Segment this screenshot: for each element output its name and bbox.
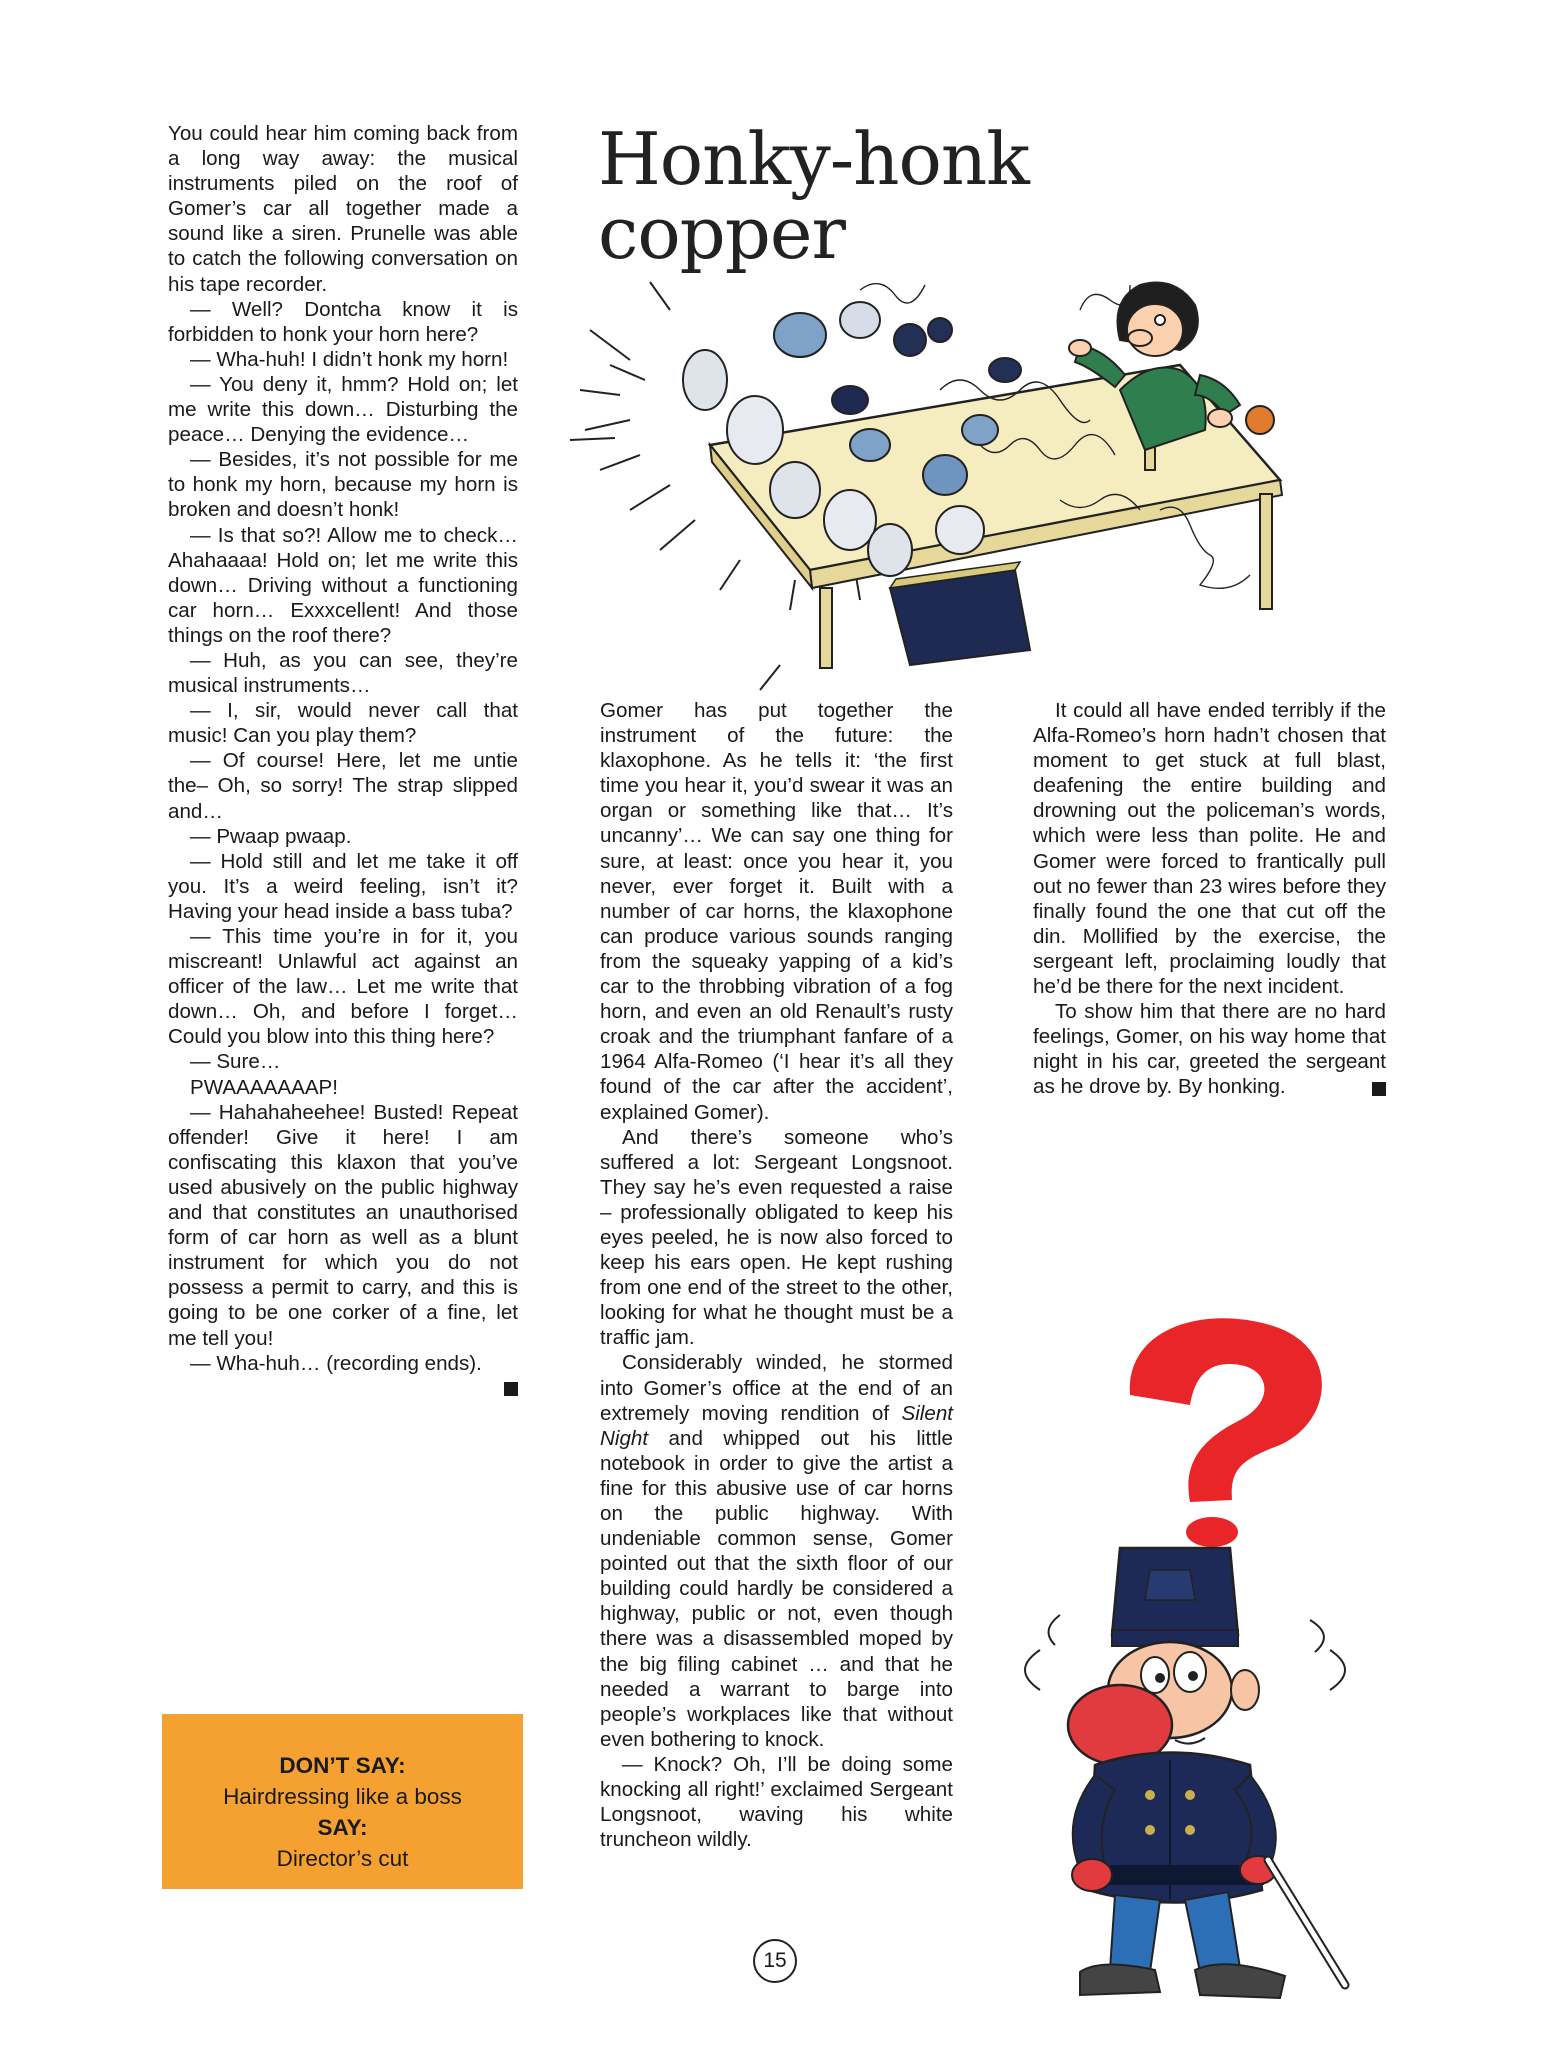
klaxophone-illustration [560,270,1370,700]
page-number: 15 [753,1939,797,1983]
paragraph: It could all have ended terribly if the Alfa-Romeo’s horn hadn’t chosen that moment to get stuck at full blast, deafening the entire building and drowning out the policeman’s words, which were less than polite. He and Gomer were forced to frantically pull out no fewer than 23 wires before they finally found the one that cut off the din. Mollified by the exercise, the sergeant left, proclaiming loudly that he’d be there for the next incident. [1033,699,1386,999]
question-mark-icon [1120,1310,1340,1550]
end-mark [504,1382,518,1396]
article-title [598,117,1029,275]
dont-say-text: Hairdressing like a boss [223,1784,462,1809]
paragraph: — Knock? Oh, I’ll be doing some knocking all right!’ exclaimed Sergeant Longsnoot, waving his white truncheon wildly. [600,1752,953,1852]
paragraph: — Huh, as you can see, they’re musical instruments… [168,648,518,698]
paragraph: — Wha-huh! I didn’t honk my horn! [190,347,509,371]
paragraph: — Is that so?! Allow me to check… Ahahaaaa! Hold on; let me write this down… Driving without a functioning car horn… Exxxcellent! And those things on the roof there? [168,523,518,647]
say-text: Director’s cut [276,1846,409,1871]
paragraph: — Besides, it’s not possible for me to honk my horn, because my horn is broken and doesn’t honk! [168,448,518,522]
title-line-1: Honky-honk [598,117,1029,201]
text-run: and whipped out his little notebook in order to give the artist a fine for this abusive use of car horns on the public highway. With undeniable common sense, Gomer pointed out that the sixth floor of our building could hardly be considered a highway, public or not, even though there was a disassembled moped by the big filing cabinet … and that he needed a warrant to barge into people’s workplaces like that without even bothering to knock. [600,1426,953,1751]
title-line-2: copper [598,191,845,275]
paragraph: — Hahahaheehee! Busted! Repeat offender! Give it here! I am confiscating this klaxon that you’ve used abusively on the public highway and that constitutes an unauthorised form of car horn as well as a blunt instrument for which you do not possess a permit to carry, and this is going to be one corker of a fine, let me tell you! [168,1100,518,1350]
policeman-illustration [1000,1540,1380,2040]
paragraph: — Pwaap pwaap. [190,824,352,848]
paragraph: — You deny it, hmm? Hold on; let me write this down… Disturbing the peace… Denying the evidence… [168,372,518,447]
column-left [168,121,518,1401]
paragraph: PWAAAAAAAP! [190,1075,339,1099]
column-right [1033,698,1386,1100]
text-run: Considerably winded, he stormed into Gomer’s office at the end of an extremely moving rendition of [600,1351,953,1425]
paragraph: Gomer has put together the instrument of the future: the klaxophone. As he tells it: ‘the first time you hear it, you’d swear it was an organ or something like that… It’s uncanny’… We can say one thing for sure, at least: once you hear it, you never, ever forget it. Built with a number of car horns, the klaxophone can produce various sounds ranging from the squeaky yapping of a kid’s car to the throbbing vibration of a fog horn, and even an old Renault’s rusty croak and the triumphant fanfare of a 1964 Alfa-Romeo (‘I hear it’s all they found of the car after the accident’, explained Gomer). [600,699,953,1124]
paragraph [600,1350,953,1752]
say-label: SAY: [317,1815,368,1840]
paragraph: — Well? Dontcha know it is forbidden to honk your horn here? [168,297,518,346]
paragraph: And there’s someone who’s suffered a lot: Sergeant Longsnoot. They say he’s even requested a raise – professionally obligated to keep his eyes peeled, he is now also forced to keep his ears open. He kept rushing from one end of the street to the other, looking for what he thought must be a traffic jam. [600,1125,953,1350]
paragraph: — This time you’re in for it, you miscreant! Unlawful act against an officer of the law… Let me write that down… Oh, and before I forget… Could you blow into this thing here? [168,925,518,1049]
paragraph: — Wha-huh… (recording ends). [190,1351,482,1375]
column-middle [600,698,953,1852]
paragraph: — Hold still and let me take it off you. It’s a weird feeling, isn’t it? Having your head inside a bass tuba? [168,849,518,923]
paragraph: You could hear him coming back from a long way away: the musical instruments piled on the roof of Gomer’s car all together made a sound like a siren. Prunelle was able to catch the following conversation on his tape recorder. [168,122,518,296]
end-mark [1372,1082,1386,1096]
callout-box [162,1714,523,1889]
dont-say-label: DON’T SAY: [279,1753,406,1778]
paragraph: — I, sir, would never call that music! Can you play them? [168,699,518,748]
paragraph: — Sure… [190,1050,281,1074]
paragraph: — Of course! Here, let me untie the– Oh, so sorry! The strap slipped and… [168,749,518,823]
paragraph: To show him that there are no hard feelings, Gomer, on his way home that night in his car, greeted the sergeant as he drove by. By honking. [1033,1000,1386,1099]
song-title: Silent Night [600,1401,953,1450]
